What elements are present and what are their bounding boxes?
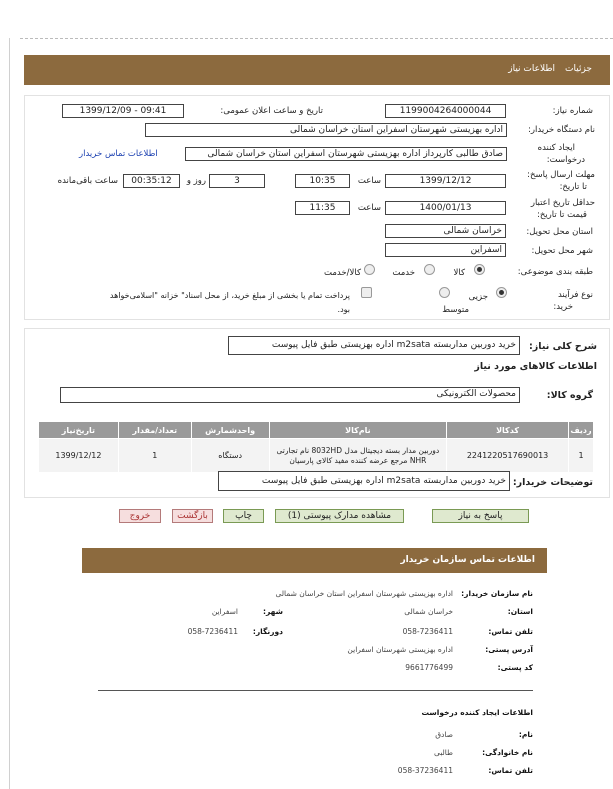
validity-label-2: قیمت تا تاریخ: — [536, 210, 587, 220]
contact-province: خراسان شمالی — [404, 607, 453, 616]
cell-qty: 1 — [118, 439, 191, 473]
contact-fax: 058-7236411 — [187, 627, 238, 636]
left-border — [9, 38, 10, 789]
need-title-field: خرید دوربین مداربسته m2sata اداره بهزیستی طبق فایل پیوست — [228, 336, 520, 355]
col-code: کدکالا — [447, 422, 569, 439]
need-title-label: شرح کلی نیاز: — [528, 341, 597, 352]
contact-city-label: شهر: — [263, 607, 283, 616]
contact-divider — [98, 690, 533, 691]
creator-label-2: درخواست: — [546, 155, 585, 165]
creator-field: صادق طالبی کارپرداز اداره بهزیستی شهرستان اسفراین استان خراسان شمالی — [185, 147, 507, 161]
buyer-org-label: نام دستگاه خریدار: — [528, 125, 595, 135]
contact-address: اداره بهزیستی شهرستان اسفراین — [347, 645, 453, 654]
exit-button[interactable]: خروج — [119, 509, 161, 523]
contact-province-label: استان: — [507, 607, 533, 616]
attachments-button[interactable]: مشاهده مدارک پیوستی (1) — [275, 509, 404, 523]
days-label: روز و — [186, 176, 206, 186]
col-qty: تعداد/مقدار — [118, 422, 191, 439]
creator-phone-label: تلفن تماس: — [488, 766, 533, 775]
buyer-notes-field: خرید دوربین مداربسته m2sata اداره بهزیستی طبق فایل پیوست — [218, 471, 510, 491]
creator-first-name: صادق — [435, 730, 453, 739]
col-name: نام‌کالا — [269, 422, 447, 439]
creator-label-1: ایجاد کننده — [537, 143, 575, 153]
contact-fax-label: دورنگار: — [252, 627, 283, 636]
province-label: استان محل تحویل: — [526, 227, 593, 237]
validity-time-label: ساعت — [357, 203, 381, 213]
need-number-label: شماره نیاز: — [552, 106, 593, 116]
category-service-label: خدمت — [392, 268, 415, 278]
goods-table — [38, 421, 594, 473]
validity-label-1: حداقل تاریخ اعتبار — [530, 198, 595, 208]
process-medium-label: متوسط — [442, 305, 469, 315]
validity-date-field: 1400/01/13 — [385, 201, 506, 215]
buyer-org-field: اداره بهزیستی شهرستان اسفراین استان خراسان شمالی — [145, 123, 507, 137]
category-goods-radio[interactable] — [474, 264, 485, 275]
contact-address-label: آدرس پستی: — [485, 645, 533, 654]
reply-date-field: 1399/12/12 — [385, 174, 506, 188]
contact-phone: 058-7236411 — [402, 627, 453, 636]
reply-button[interactable]: پاسخ به نیاز — [432, 509, 529, 523]
remaining-label: ساعت باقی‌مانده — [57, 176, 118, 186]
city-label: شهر محل تحویل: — [531, 246, 593, 256]
creator-last-name: طالبی — [433, 748, 453, 757]
contact-phone-label: تلفن تماس: — [488, 627, 533, 636]
breadcrumb — [508, 64, 592, 74]
category-service-radio[interactable] — [424, 264, 435, 275]
table-header-row — [39, 422, 594, 439]
announce-label: تاریخ و ساعت اعلان عمومی: — [220, 106, 323, 116]
category-label: طبقه بندی موضوعی: — [517, 267, 593, 277]
process-label-2: خرید: — [553, 302, 573, 312]
reply-deadline-label-1: مهلت ارسال پاسخ: — [527, 170, 595, 180]
goods-group-field: محصولات الکترونیکی — [60, 387, 520, 403]
category-goods-service-radio[interactable] — [364, 264, 375, 275]
col-unit: واحدشمارش — [191, 422, 269, 439]
col-date: تاریخ‌نیاز — [39, 422, 119, 439]
contact-postal: 9661776499 — [405, 663, 453, 672]
process-label-1: نوع فرآیند — [557, 290, 593, 300]
reply-time-label: ساعت — [357, 176, 381, 186]
table-row — [39, 439, 594, 473]
creator-first-name-label: نام: — [518, 730, 533, 739]
process-medium-radio[interactable] — [439, 287, 450, 298]
back-button[interactable]: بازگشت — [172, 509, 213, 523]
category-goods-label: کالا — [453, 268, 465, 278]
page-header — [24, 55, 610, 85]
category-goods-service-label: کالا/خدمت — [324, 268, 361, 278]
top-divider — [20, 38, 613, 39]
province-field: خراسان شمالی — [385, 224, 506, 238]
tab-details[interactable]: جزئیات — [565, 64, 592, 74]
city-field: اسفراین — [385, 243, 506, 257]
cell-date: 1399/12/12 — [39, 439, 119, 473]
cell-name: دوربین مدار بسته دیجیتال مدل 8032HD نام تجارتی NHR مرجع عرضه کننده مفید کالای پارسیان — [269, 439, 447, 473]
tab-need-info[interactable]: اطلاعات نیاز — [508, 64, 556, 74]
buyer-notes-label: توضیحات خریدار: — [512, 477, 593, 488]
process-small-radio[interactable] — [496, 287, 507, 298]
need-number-field: 1199004264000044 — [385, 104, 506, 118]
remaining-time-field: 00:35:12 — [123, 174, 180, 188]
payment-note-1: پرداخت تمام یا بخشی از مبلغ خرید، از محل اسناد" خزانه "اسلامی‌خواهد — [109, 291, 350, 300]
treasury-payment-checkbox[interactable] — [361, 287, 372, 298]
announce-field: 1399/12/09 - 09:41 — [62, 104, 184, 118]
contact-header — [82, 548, 547, 573]
cell-row: 1 — [568, 439, 593, 473]
creator-phone: 058-37236411 — [397, 766, 453, 775]
col-row: ردیف — [568, 422, 593, 439]
contact-city: اسفراین — [211, 607, 238, 616]
goods-info-heading: اطلاعات کالاهای مورد نیاز — [474, 361, 597, 372]
contact-postal-label: کد پستی: — [497, 663, 533, 672]
creator-info-heading: اطلاعات ایجاد کننده درخواست — [421, 708, 533, 717]
creator-last-name-label: نام خانوادگی: — [482, 748, 533, 757]
buyer-contact-link[interactable]: اطلاعات تماس خریدار — [79, 149, 158, 159]
reply-deadline-label-2: تا تاریخ: — [559, 182, 587, 192]
validity-time-field: 11:35 — [295, 201, 350, 215]
contact-heading: اطلاعات تماس سازمان خریدار — [400, 555, 535, 565]
goods-group-label: گروه کالا: — [546, 390, 593, 401]
days-field: 3 — [209, 174, 265, 188]
contact-org: اداره بهزیستی شهرستان اسفراین استان خراسان شمالی — [275, 589, 453, 598]
cell-code: 2241220517690013 — [447, 439, 569, 473]
print-button[interactable]: چاپ — [223, 509, 264, 523]
reply-time-field: 10:35 — [295, 174, 350, 188]
process-small-label: جزیی — [468, 292, 488, 302]
cell-unit: دستگاه — [191, 439, 269, 473]
contact-org-label: نام سازمان خریدار: — [461, 589, 533, 598]
payment-note-2: بود. — [337, 305, 350, 314]
